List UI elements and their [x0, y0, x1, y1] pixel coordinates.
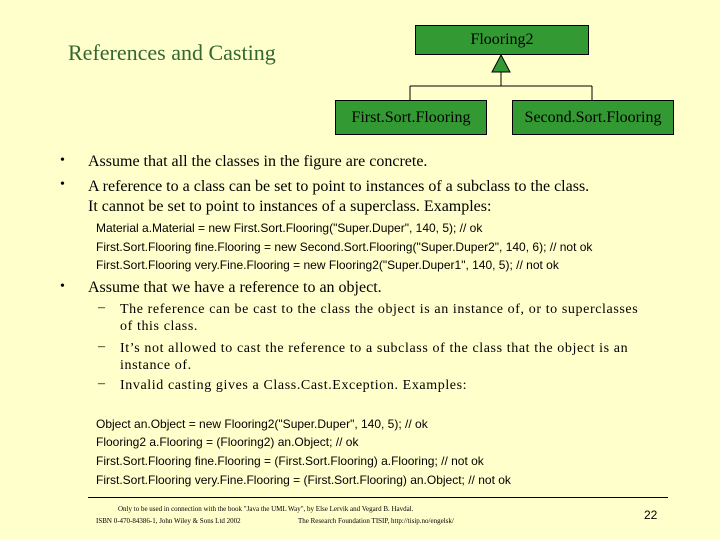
sub-bullet-marker: – — [98, 339, 105, 354]
footer-text: Only to be used in connection with the book "Java the UML Way", by Else Lervik and Vegard B. Havdal. — [118, 505, 414, 513]
bullet-text: Assume that all the classes in the figure are concrete. — [88, 153, 428, 170]
sub-bullet-text-continued: of this class. — [120, 319, 199, 334]
code-line: First.Sort.Flooring very.Fine.Flooring = new Flooring2("Super.Duper1", 140, 5); // not ok — [96, 258, 559, 272]
code-line: First.Sort.Flooring very.Fine.Flooring = (First.Sort.Flooring) an.Object; // not ok — [96, 473, 511, 487]
bullet-marker: • — [60, 153, 65, 168]
class-box-second-sort-flooring: Second.Sort.Flooring — [512, 100, 674, 135]
code-line: First.Sort.Flooring fine.Flooring = new Second.Sort.Flooring("Super.Duper2", 140, 6); // not ok — [96, 240, 593, 254]
class-box-first-sort-flooring: First.Sort.Flooring — [335, 100, 487, 135]
footer-divider — [88, 497, 668, 498]
sub-bullet-text-continued: instance of. — [120, 358, 192, 373]
code-line: Flooring2 a.Flooring = (Flooring2) an.Object; // ok — [96, 435, 359, 449]
bullet-text: Assume that we have a reference to an object. — [88, 279, 382, 296]
bullet-text-continued: It cannot be set to point to instances of a superclass. Examples: — [88, 198, 492, 215]
footer-text: The Research Foundation TISIP, http://tisip.no/engelsk/ — [298, 517, 454, 525]
bullet-marker: • — [60, 177, 65, 192]
bullet-marker: • — [60, 279, 65, 294]
sub-bullet-marker: – — [98, 376, 105, 391]
class-box-flooring2: Flooring2 — [415, 25, 589, 55]
sub-bullet-text: Invalid casting gives a Class.Cast.Exception. Examples: — [120, 378, 468, 393]
generalization-arrowhead — [492, 55, 510, 72]
code-line: Material a.Material = new First.Sort.Flooring("Super.Duper", 140, 5); // ok — [96, 221, 483, 235]
code-line: Object an.Object = new Flooring2("Super.Duper", 140, 5); // ok — [96, 417, 428, 431]
sub-bullet-text: The reference can be cast to the class the object is an instance of, or to superclasses — [120, 302, 639, 317]
code-line: First.Sort.Flooring fine.Flooring = (First.Sort.Flooring) a.Flooring; // not ok — [96, 454, 484, 468]
footer-text: ISBN 0-470-84386-1, John Wiley & Sons Ltd 2002 — [96, 517, 241, 525]
slide-title: References and Casting — [68, 40, 276, 65]
sub-bullet-text: It’s not allowed to cast the reference to a subclass of the class that the object is an — [120, 341, 629, 356]
bullet-text: A reference to a class can be set to point to instances of a subclass to the class. — [88, 178, 590, 195]
page-number: 22 — [644, 508, 658, 522]
sub-bullet-marker: – — [98, 300, 105, 315]
